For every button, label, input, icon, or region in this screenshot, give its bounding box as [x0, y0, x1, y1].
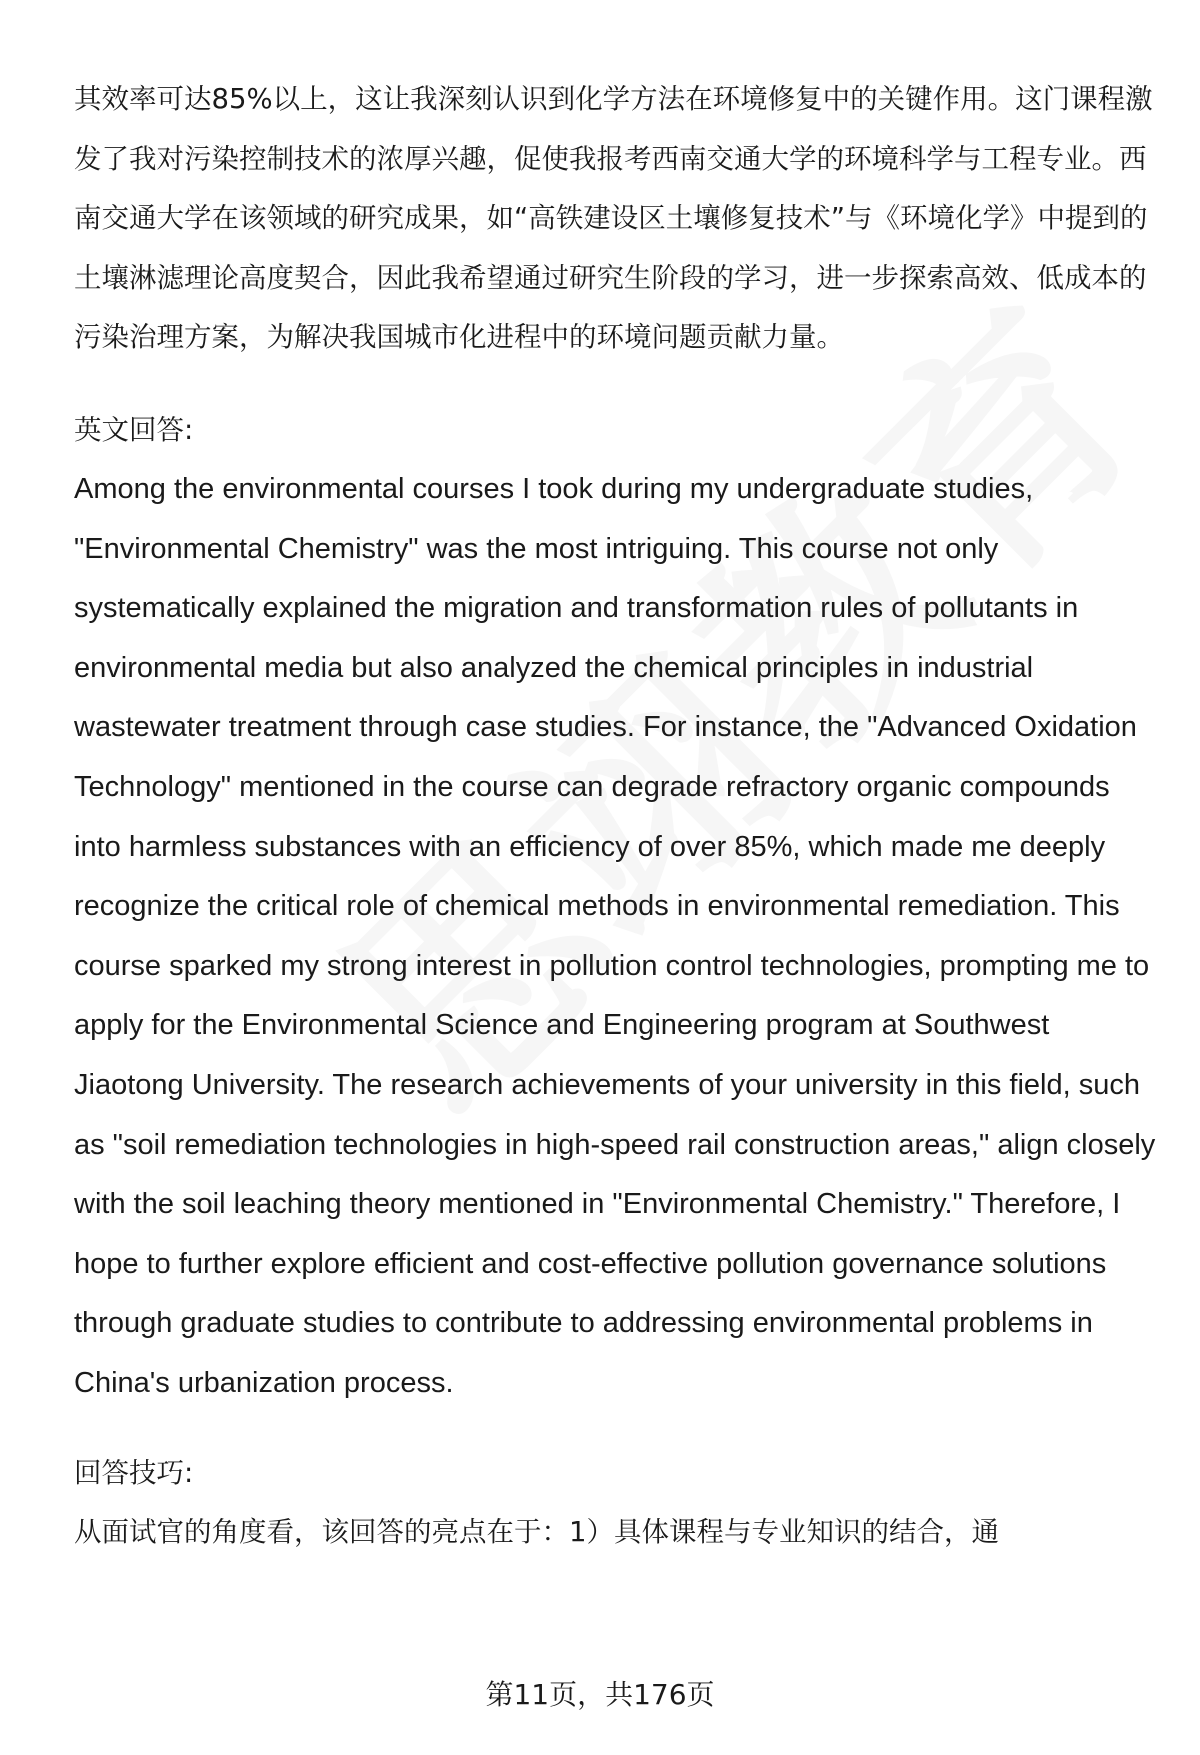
tips-heading: 回答技巧:	[74, 1456, 194, 1489]
english-answer-paragraph: Among the environmental courses I took during my undergraduate studies, "Environmental Chemistry" was the most intriguing. This course not only systematically explained the migration and transformation rules of pollutants in environmental media but also analyzed the chemical principles in industrial wastewater treatment through case studies. For instance, the "Advanced Oxidation Technology" mentioned in the course can degrade refractory organic compounds into harmless substances with an efficiency of over 85%, which made me deeply recognize the critical role of chemical methods in environmental remediation. This course sparked my strong interest in pollution control technologies, prompting me to apply for the Environmental Science and Engineering program at Southwest Jiaotong University. The research achievements of your university in this field, such as "soil remediation technologies in high-speed rail construction areas," align closely with the soil leaching theory mentioned in "Environmental Chemistry." Therefore, I hope to further explore efficient and cost-effective pollution governance solutions through graduate studies to contribute to addressing environmental problems in China's urbanization process.	[74, 473, 1156, 1399]
tips-paragraph: 从面试官的角度看，该回答的亮点在于：1）具体课程与专业知识的结合，通	[74, 1516, 999, 1548]
document-body	[74, 70, 1164, 1563]
chinese-answer-paragraph: 其效率可达85%以上，这让我深刻认识到化学方法在环境修复中的关键作用。这门课程激发了我对污染控制技术的浓厚兴趣，促使我报考西南交通大学的环境科学与工程专业。西南交通大学在该领域的研究成果，如“高铁建设区土壤修复技术”与《环境化学》中提到的土壤淋滤理论高度契合，因此我希望通过研究生阶段的学习，进一步探索高效、低成本的污染治理方案，为解决我国城市化进程中的环境问题贡献力量。	[74, 83, 1153, 353]
english-answer-heading: 英文回答:	[74, 413, 194, 446]
page-indicator: 第11页，共176页	[485, 1678, 715, 1711]
